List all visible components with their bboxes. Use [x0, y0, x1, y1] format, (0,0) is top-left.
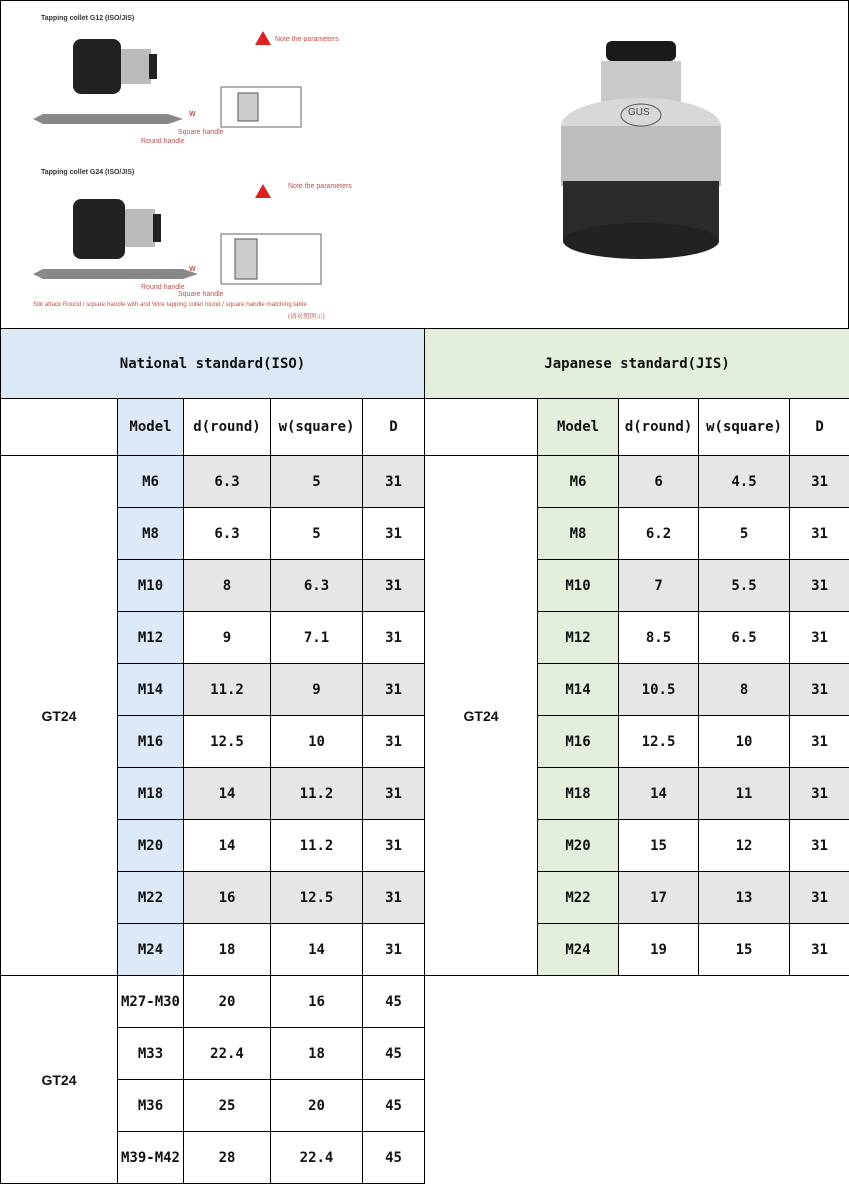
model-cell: M8: [118, 508, 184, 560]
d-cell: 10.5: [619, 664, 699, 716]
D-cell: 31: [790, 508, 849, 560]
model-cell: M20: [538, 820, 619, 872]
table-row: [1, 456, 849, 508]
brand-logo: GUS: [628, 107, 650, 118]
col-header: Model: [538, 399, 619, 456]
model-cell: M8: [538, 508, 619, 560]
model-cell: M18: [118, 768, 184, 820]
d-cell: 8: [184, 560, 271, 612]
group-label-iso: GT24: [1, 456, 118, 976]
empty-area: [425, 976, 849, 1184]
square-handle-label: Square handle: [178, 291, 224, 298]
w-cell: 11.2: [271, 768, 363, 820]
model-cell: M22: [118, 872, 184, 924]
col-header: Model: [118, 399, 184, 456]
model-cell: M6: [118, 456, 184, 508]
w-cell: 5: [271, 508, 363, 560]
w-cell: 11: [699, 768, 790, 820]
model-cell: M33: [118, 1028, 184, 1080]
d-cell: 25: [184, 1080, 271, 1132]
caption-cn: (请对照图示): [288, 313, 325, 320]
collet-drawings: [23, 9, 363, 324]
d-cell: 8.5: [619, 612, 699, 664]
w-cell: 5: [699, 508, 790, 560]
w-cell: 22.4: [271, 1132, 363, 1184]
note-label: Note the parameters: [288, 183, 352, 190]
model-cell: M16: [538, 716, 619, 768]
D-cell: 31: [790, 560, 849, 612]
caption: Silk attack Round / square handle with and Wire tapping collet round / square handle matching table: [33, 301, 307, 308]
col-header: D: [363, 399, 425, 456]
model-cell: M27-M30: [118, 976, 184, 1028]
w-cell: 12: [699, 820, 790, 872]
jis-header: Japanese standard(JIS): [425, 329, 849, 399]
D-cell: 31: [363, 612, 425, 664]
d-cell: 22.4: [184, 1028, 271, 1080]
model-cell: M24: [538, 924, 619, 976]
w-cell: 11.2: [271, 820, 363, 872]
table-row: [1, 976, 849, 1028]
d-cell: 19: [619, 924, 699, 976]
D-cell: 45: [363, 976, 425, 1028]
product-images: [0, 0, 849, 329]
square-handle-label: Square handle: [178, 129, 224, 136]
col-header: d(round): [619, 399, 699, 456]
d-cell: 16: [184, 872, 271, 924]
iso-header: National standard(ISO): [1, 329, 425, 399]
D-cell: 31: [790, 716, 849, 768]
round-handle-label: Round handle: [141, 138, 185, 145]
D-cell: 31: [363, 924, 425, 976]
w-cell: 8: [699, 664, 790, 716]
d-cell: 6.2: [619, 508, 699, 560]
col-header: D: [790, 399, 849, 456]
D-cell: 31: [790, 664, 849, 716]
d-cell: 7: [619, 560, 699, 612]
D-cell: 45: [363, 1132, 425, 1184]
w-cell: 10: [699, 716, 790, 768]
w-cell: 12.5: [271, 872, 363, 924]
w-cell: 5.5: [699, 560, 790, 612]
model-cell: M10: [538, 560, 619, 612]
d-cell: 20: [184, 976, 271, 1028]
w-cell: 20: [271, 1080, 363, 1132]
group-label-iso-large: GT24: [1, 976, 118, 1184]
model-cell: M16: [118, 716, 184, 768]
w-cell: 5: [271, 456, 363, 508]
D-cell: 45: [363, 1080, 425, 1132]
model-cell: M36: [118, 1080, 184, 1132]
col-header: d(round): [184, 399, 271, 456]
D-cell: 31: [790, 872, 849, 924]
model-cell: M14: [118, 664, 184, 716]
D-cell: 45: [363, 1028, 425, 1080]
model-cell: M10: [118, 560, 184, 612]
D-cell: 31: [363, 872, 425, 924]
w-cell: 4.5: [699, 456, 790, 508]
D-cell: 31: [790, 612, 849, 664]
group-label-jis: GT24: [425, 456, 538, 976]
model-cell: M14: [538, 664, 619, 716]
d-cell: 15: [619, 820, 699, 872]
D-cell: 31: [363, 560, 425, 612]
col-header: w(square): [699, 399, 790, 456]
model-cell: M18: [538, 768, 619, 820]
D-cell: 31: [363, 820, 425, 872]
model-cell: M24: [118, 924, 184, 976]
D-cell: 31: [363, 508, 425, 560]
w-cell: 18: [271, 1028, 363, 1080]
d-cell: 9: [184, 612, 271, 664]
D-cell: 31: [790, 924, 849, 976]
w-cell: 6.3: [271, 560, 363, 612]
d-cell: 6: [619, 456, 699, 508]
D-cell: 31: [790, 820, 849, 872]
model-cell: M20: [118, 820, 184, 872]
d-cell: 17: [619, 872, 699, 924]
d-cell: 28: [184, 1132, 271, 1184]
d-cell: 14: [184, 820, 271, 872]
d-cell: 14: [619, 768, 699, 820]
w-cell: 15: [699, 924, 790, 976]
w-label: W: [189, 266, 196, 273]
model-cell: M39-M42: [118, 1132, 184, 1184]
blank-cell: [425, 399, 538, 456]
D-cell: 31: [790, 456, 849, 508]
round-handle-label: Round handle: [141, 284, 185, 291]
d-cell: 14: [184, 768, 271, 820]
blank-cell: [1, 399, 118, 456]
d-cell: 6.3: [184, 508, 271, 560]
D-cell: 31: [363, 456, 425, 508]
collet-diagram: [23, 9, 363, 324]
collet-spec-table: [0, 328, 849, 1184]
D-cell: 31: [363, 768, 425, 820]
w-cell: 14: [271, 924, 363, 976]
d-cell: 12.5: [184, 716, 271, 768]
w-cell: 13: [699, 872, 790, 924]
note-label: Note the parameters: [275, 36, 339, 43]
d-cell: 11.2: [184, 664, 271, 716]
model-cell: M6: [538, 456, 619, 508]
w-label: W: [189, 111, 196, 118]
D-cell: 31: [790, 768, 849, 820]
D-cell: 31: [363, 716, 425, 768]
w-cell: 6.5: [699, 612, 790, 664]
g24-title: Tapping collet G24 (ISO/JIS): [41, 169, 135, 176]
d-cell: 6.3: [184, 456, 271, 508]
w-cell: 16: [271, 976, 363, 1028]
w-cell: 10: [271, 716, 363, 768]
d-cell: 12.5: [619, 716, 699, 768]
g12-title: Tapping collet G12 (ISO/JIS): [41, 15, 135, 22]
model-cell: M12: [538, 612, 619, 664]
d-cell: 18: [184, 924, 271, 976]
model-cell: M22: [538, 872, 619, 924]
w-cell: 7.1: [271, 612, 363, 664]
D-cell: 31: [363, 664, 425, 716]
collet-photo: [541, 31, 741, 275]
model-cell: M12: [118, 612, 184, 664]
col-header: w(square): [271, 399, 363, 456]
w-cell: 9: [271, 664, 363, 716]
